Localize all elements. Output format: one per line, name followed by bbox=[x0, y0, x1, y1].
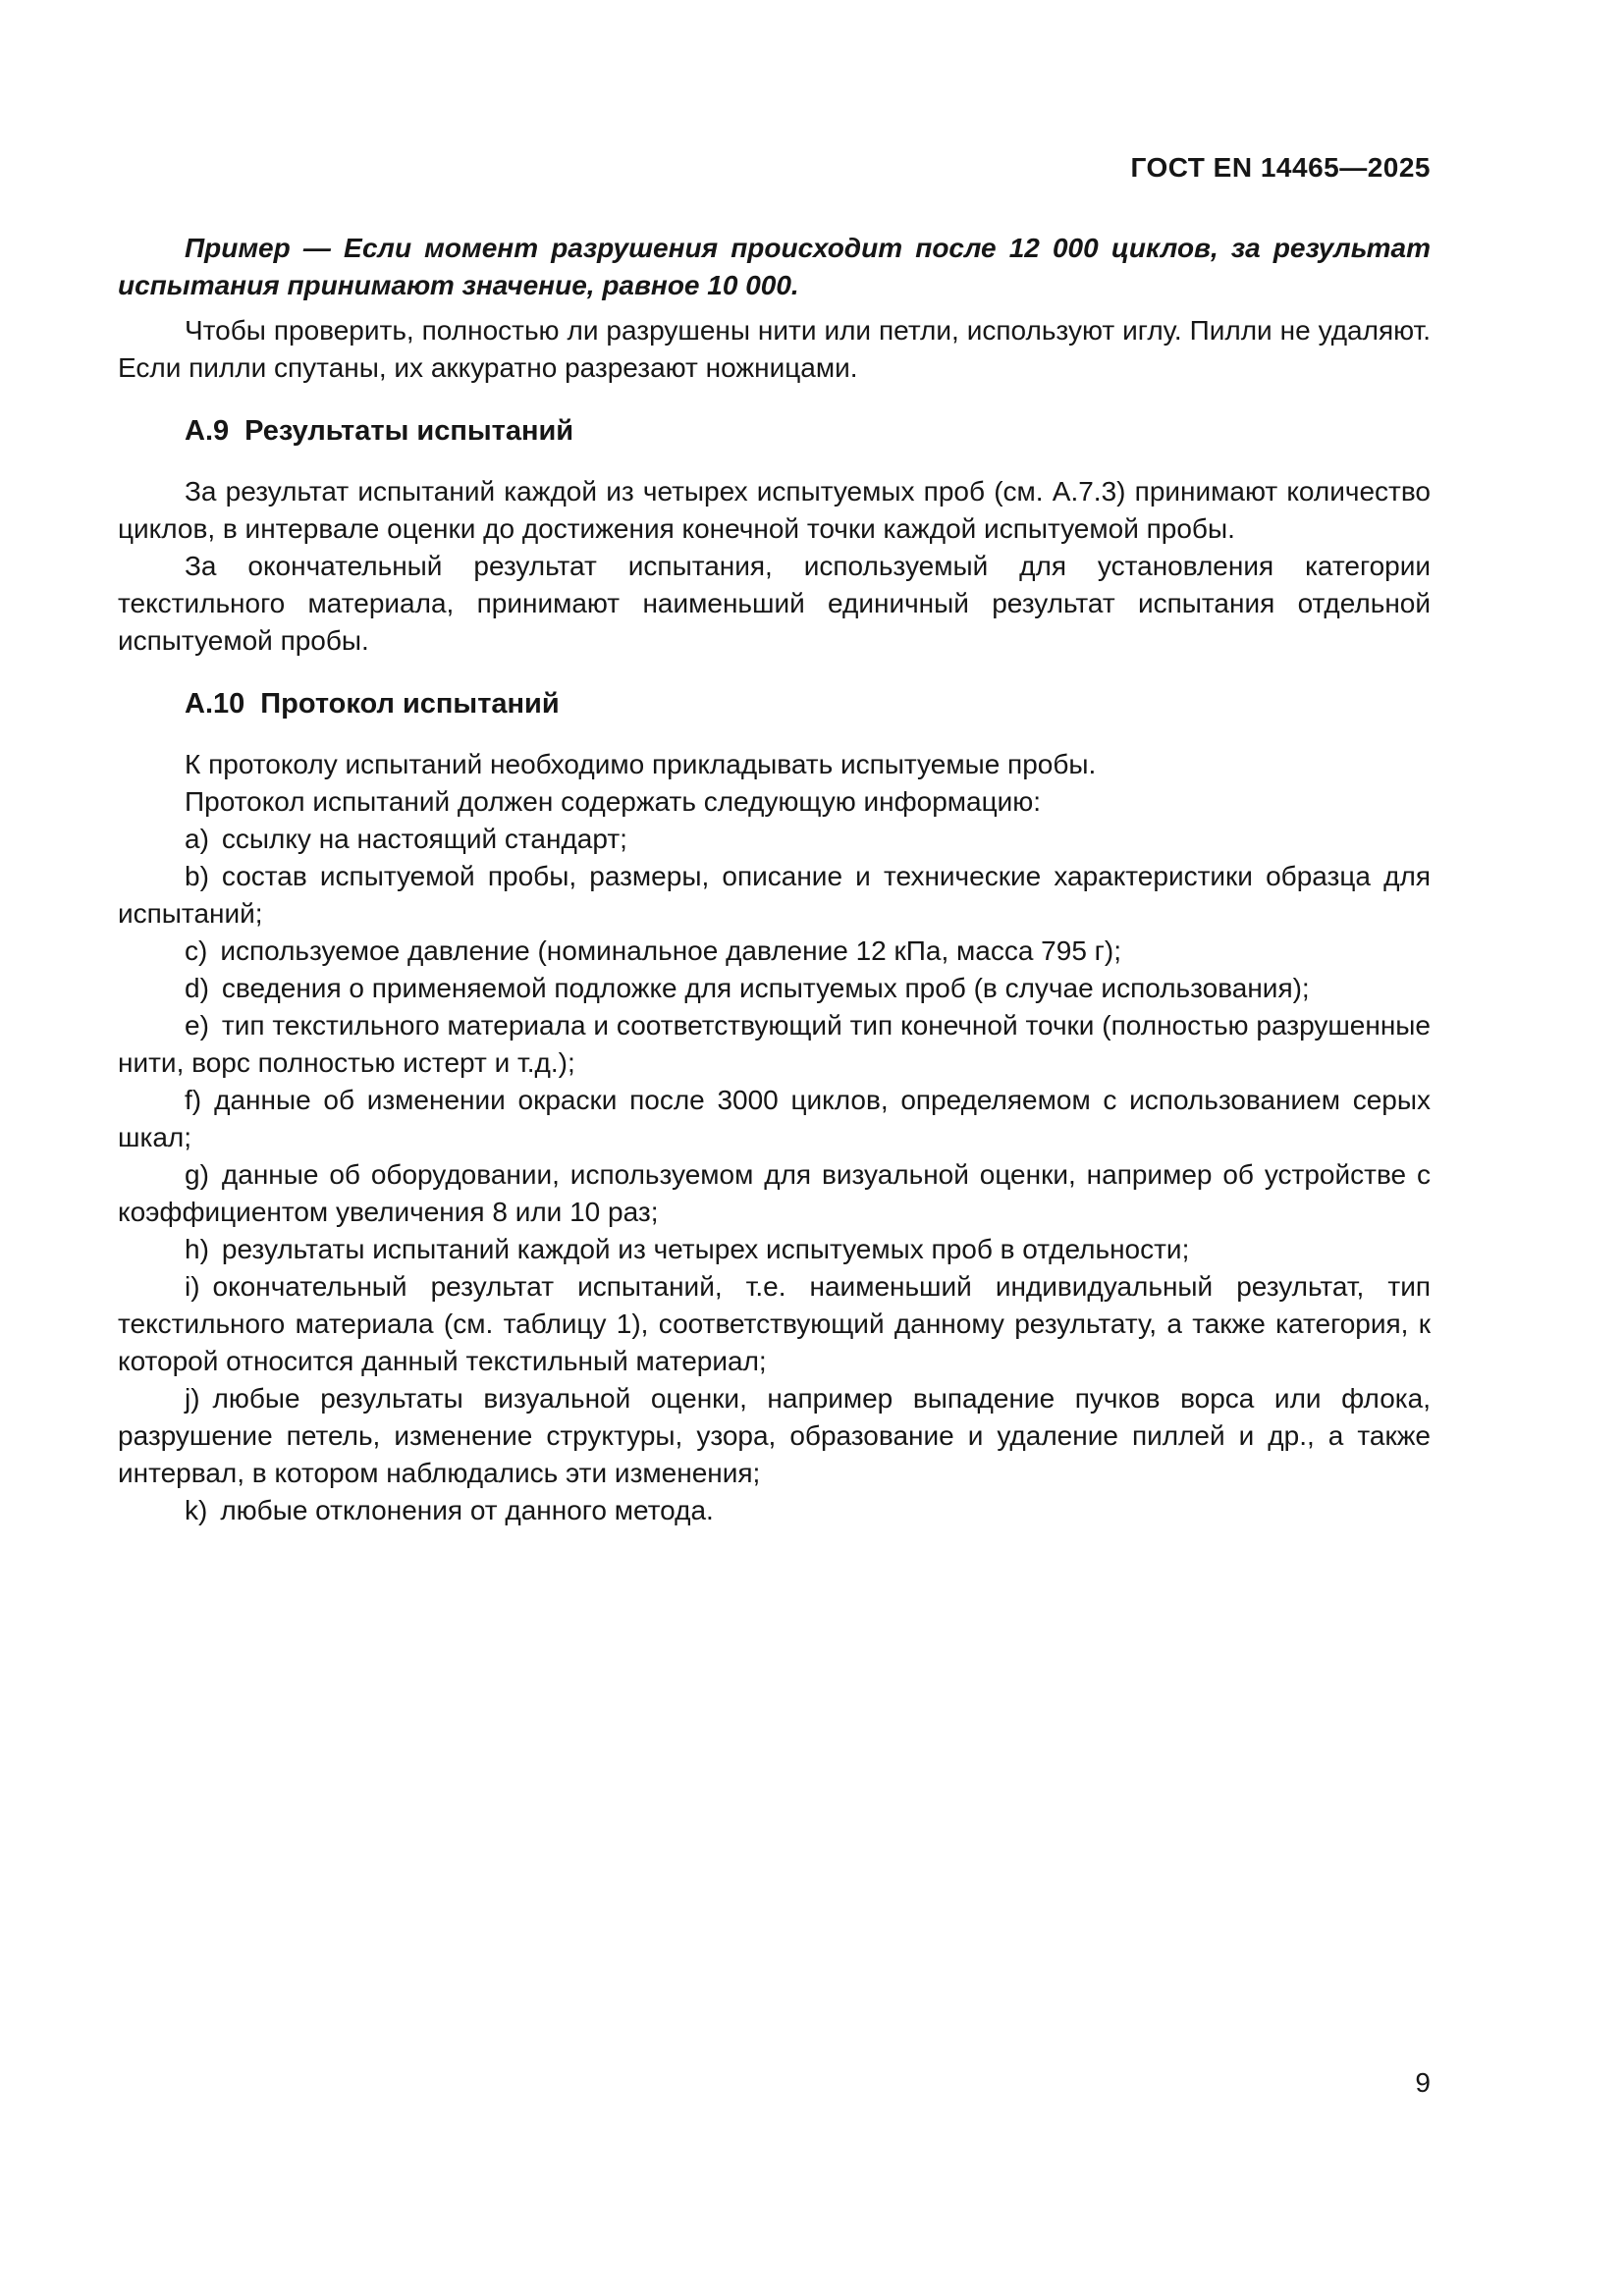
item-label: j) bbox=[185, 1383, 200, 1414]
section-a10-title: Протокол испытаний bbox=[260, 688, 560, 720]
item-label: e) bbox=[185, 1010, 209, 1041]
item-label: d) bbox=[185, 973, 209, 1003]
page-number: 9 bbox=[1415, 2067, 1431, 2098]
intro-paragraph: Чтобы проверить, полностью ли разрушены нити или петли, используют иглу. Пилли не удаляют. Если пилли спутаны, их аккуратно разрезают ножницами. bbox=[118, 315, 1431, 383]
item-text: состав испытуемой пробы, размеры, описание и технические характеристики образца для испытаний; bbox=[118, 861, 1431, 929]
section-a9-paragraph: За результат испытаний каждой из четырех испытуемых проб (см. А.7.3) принимают количество циклов, в интервале оценки до достижения конечной точки каждой испытуемой пробы. bbox=[118, 476, 1431, 544]
report-list-item bbox=[118, 970, 1431, 1007]
report-list-item bbox=[118, 1380, 1431, 1492]
section-a9-paragraph: За окончательный результат испытания, используемый для установления категории текстильного материала, принимают наименьший единичный результат испытания отдельной испытуемой пробы. bbox=[118, 551, 1431, 656]
report-list-item bbox=[118, 1082, 1431, 1156]
item-label: k) bbox=[185, 1495, 208, 1525]
item-label: h) bbox=[185, 1234, 209, 1264]
item-label: i) bbox=[185, 1271, 200, 1302]
section-a9-title: Результаты испытаний bbox=[244, 415, 574, 447]
document-header bbox=[118, 149, 1431, 187]
section-a9-number: А.9 bbox=[185, 415, 230, 447]
report-list-item bbox=[118, 1231, 1431, 1268]
item-text: данные об оборудовании, используемом для визуальной оценки, например об устройстве с коэффициентом увеличения 8 или 10 раз; bbox=[118, 1159, 1431, 1227]
report-list-item bbox=[118, 858, 1431, 933]
item-text: результаты испытаний каждой из четырех испытуемых проб в отдельности; bbox=[221, 1234, 1190, 1264]
item-text: ссылку на настоящий стандарт; bbox=[221, 824, 627, 854]
section-a9-heading bbox=[118, 412, 1431, 450]
section-a10-heading bbox=[118, 685, 1431, 722]
report-list-item bbox=[118, 1156, 1431, 1231]
report-list-item bbox=[118, 1492, 1431, 1529]
standard-code: ГОСТ EN 14465—2025 bbox=[1130, 152, 1431, 183]
item-text: данные об изменении окраски после 3000 циклов, определяемом с использованием серых шкал; bbox=[118, 1085, 1431, 1152]
section-a10-number: А.10 bbox=[185, 688, 245, 720]
example-paragraph: Пример — Если момент разрушения происходит после 12 000 циклов, за результат испытания принимают значение, равное 10 000. bbox=[118, 233, 1431, 300]
item-text: тип текстильного материала и соответствующий тип конечной точки (полностью разрушенные нити, ворс полностью истерт и т.д.); bbox=[118, 1010, 1431, 1078]
report-list-item bbox=[118, 1268, 1431, 1380]
report-list-item bbox=[118, 821, 1431, 858]
item-label: f) bbox=[185, 1085, 202, 1115]
page-content bbox=[118, 149, 1431, 1529]
item-label: g) bbox=[185, 1159, 209, 1190]
section-a10-paragraph: К протоколу испытаний необходимо прикладывать испытуемые пробы. bbox=[185, 749, 1097, 779]
item-label: b) bbox=[185, 861, 209, 891]
item-text: сведения о применяемой подложке для испытуемых проб (в случае использования); bbox=[221, 973, 1310, 1003]
section-a10-paragraph: Протокол испытаний должен содержать следующую информацию: bbox=[185, 786, 1042, 817]
item-label: c) bbox=[185, 935, 208, 966]
item-label: a) bbox=[185, 824, 209, 854]
item-text: используемое давление (номинальное давление 12 кПа, масса 795 г); bbox=[220, 935, 1121, 966]
report-items-list bbox=[118, 821, 1431, 1529]
item-text: любые отклонения от данного метода. bbox=[220, 1495, 714, 1525]
report-list-item bbox=[118, 933, 1431, 970]
report-list-item bbox=[118, 1007, 1431, 1082]
item-text: любые результаты визуальной оценки, например выпадение пучков ворса или флока, разрушение петель, изменение структуры, узора, образование и удаление пиллей и др., а также интервал, в котором наблюдались эти изменения; bbox=[118, 1383, 1431, 1488]
item-text: окончательный результат испытаний, т.е. наименьший индивидуальный результат, тип текстильного материала (см. таблицу 1), соответствующий данному результату, а также категория, к которой относится данный текстильный материал; bbox=[118, 1271, 1431, 1376]
